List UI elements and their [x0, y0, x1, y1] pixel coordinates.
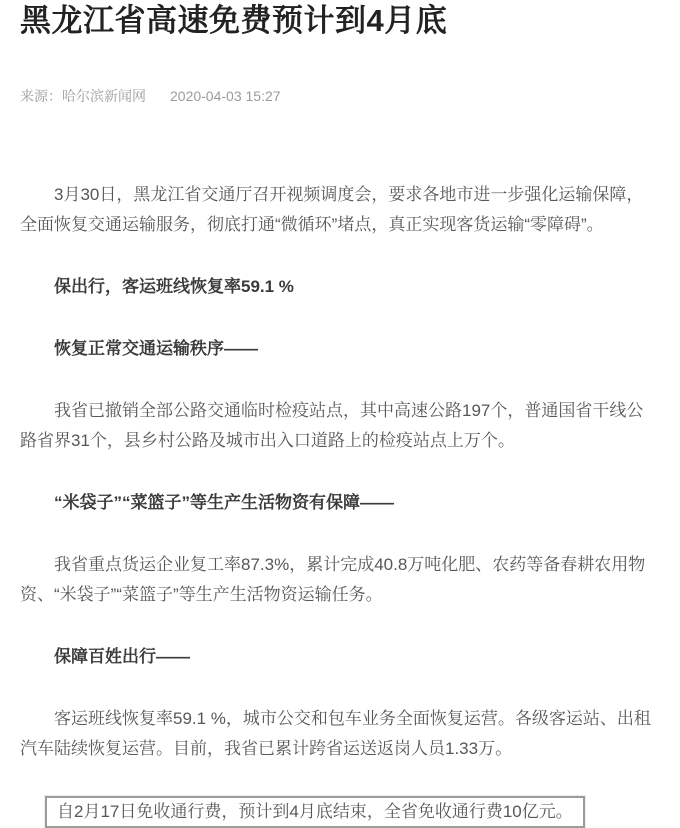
highlight-box-row: [45, 796, 660, 828]
article-subhead: “米袋子”“菜篮子”等生产生活物资有保障——: [54, 493, 394, 512]
article-subhead: 保障百姓出行——: [54, 647, 190, 666]
article-paragraph: 3月30日，黑龙江省交通厅召开视频调度会，要求各地市进一步强化运输保障，全面恢复交通运输服务，彻底打通“微循环”堵点，真正实现客货运输“零障碍”。: [20, 185, 644, 234]
source-label: 来源：哈尔滨新闻网: [20, 88, 146, 104]
highlighted-sentence-box: 自2月17日免收通行费，预计到4月底结束，全省免收通行费10亿元。: [45, 796, 585, 828]
article-body: [20, 148, 660, 828]
article-page: [0, 2, 680, 828]
publish-time: 2020-04-03 15:27: [170, 88, 281, 104]
article-paragraph: 客运班线恢复率59.1 %，城市公交和包车业务全面恢复运营。各级客运站、出租汽车陆续恢复运营。目前，我省已累计跨省运送返岗人员1.33万。: [20, 709, 651, 758]
article-subhead: 恢复正常交通运输秩序——: [54, 339, 258, 358]
article-subhead: 保出行，客运班线恢复率59.1 %: [54, 277, 294, 296]
article-paragraph: 我省已撤销全部公路交通临时检疫站点，其中高速公路197个，普通国省干线公路省界31个，县乡村公路及城市出入口道路上的检疫站点上万个。: [20, 401, 644, 450]
page-title: 黑龙江省高速免费预计到4月底: [20, 3, 448, 38]
article-meta: [20, 88, 660, 104]
article-paragraph: 我省重点货运企业复工率87.3%，累计完成40.8万吨化肥、农药等备春耕农用物资、“米袋子”“菜篮子”等生产生活物资运输任务。: [20, 555, 646, 604]
